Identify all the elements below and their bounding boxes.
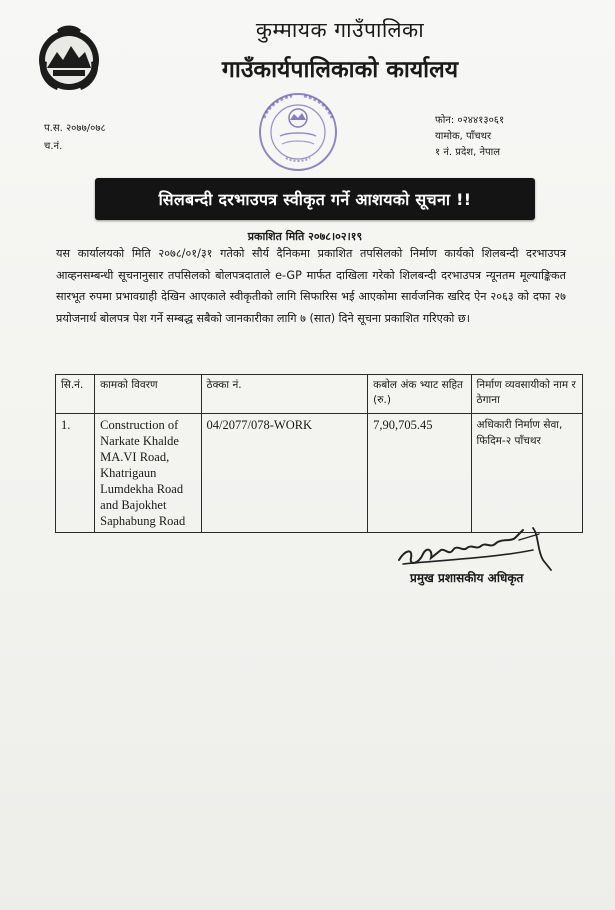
header-contract-no: ठेक्का नं. [201,375,368,414]
table-row [56,414,583,533]
header-serial: सि.नं. [56,375,95,414]
cell-contractor: अधिकारी निर्माण सेवा, फिदिम-२ पाँचथर [471,414,582,533]
cell-amount: 7,90,705.45 [368,414,471,533]
patra-sankhya: प.स. २०७७/०७८ [44,123,106,134]
cell-contract-no: 04/2077/078-WORK [201,414,368,533]
table-header-row [56,375,583,414]
published-date: प्रकाशित मिति २०७८।०२।१९ [247,230,363,243]
notice-body: यस कार्यालयको मिति २०७८/०१/३१ गतेको सौर्य दैनिकमा प्रकाशित तपसिलको निर्माण कार्यको शिलबन्दी दरभाउपत्र आव्हनसम्बन्धी सूचनानुसार तपसिलको बोलपत्रदाताले e-GP मार्फत दाखिला गरेको शिलबन्दी दरभाउपत्र न्यूनतम मूल्याङ्किकत सारभूत रुपमा प्रभावग्राही देखिन आएकाले स्वीकृतीको लागि सिफारिस भई आएकोमा सार्वजनिक खरिद ऐन २०६३ को दफा २७ प्रयोजनार्थ बोलपत्र पेश गर्ने सम्बद्ध सबैको जानकारीका लागि ७ (सात) दिने सूचना प्रकाशित गरिएको छ। [56,247,566,325]
notice-title-banner [95,178,535,220]
government-emblem-icon [33,22,105,94]
reference-block [44,120,106,156]
notice-title: सिलबन्दी दरभाउपत्र स्वीकृत गर्ने आशयको सूचना !! [158,190,472,209]
phone-number: फोन: ०२४४१३०६१ [435,115,505,126]
chalani-number: च.नं. [44,141,63,152]
contact-block [435,113,504,161]
header-description: कामको विवरण [95,375,201,414]
cell-description: Construction of Narkate Khalde MA.VI Road, Khatrigaun Lumdekha Road and Bajokhet Saphabung Road [95,414,201,533]
office-name: कुम्मायक गाउँपालिका [255,18,425,42]
officer-signature-icon [393,520,563,575]
office-stamp-icon [250,88,346,180]
office-location: यामोक, पाँचथर [435,131,492,142]
office-province: १ नं. प्रदेश, नेपाल [435,147,501,158]
cell-serial: 1. [56,414,95,533]
office-subname: गाउँकार्यपालिकाको कार्यालय [221,56,459,83]
works-table [55,374,583,533]
header-amount: कबोल अंक भ्याट सहित (रु.) [368,375,471,414]
signatory-title: प्रमुख प्रशासकीय अधिकृत [410,571,524,585]
header-contractor: निर्माण व्यवसायीको नाम र ठेगाना [471,375,582,414]
